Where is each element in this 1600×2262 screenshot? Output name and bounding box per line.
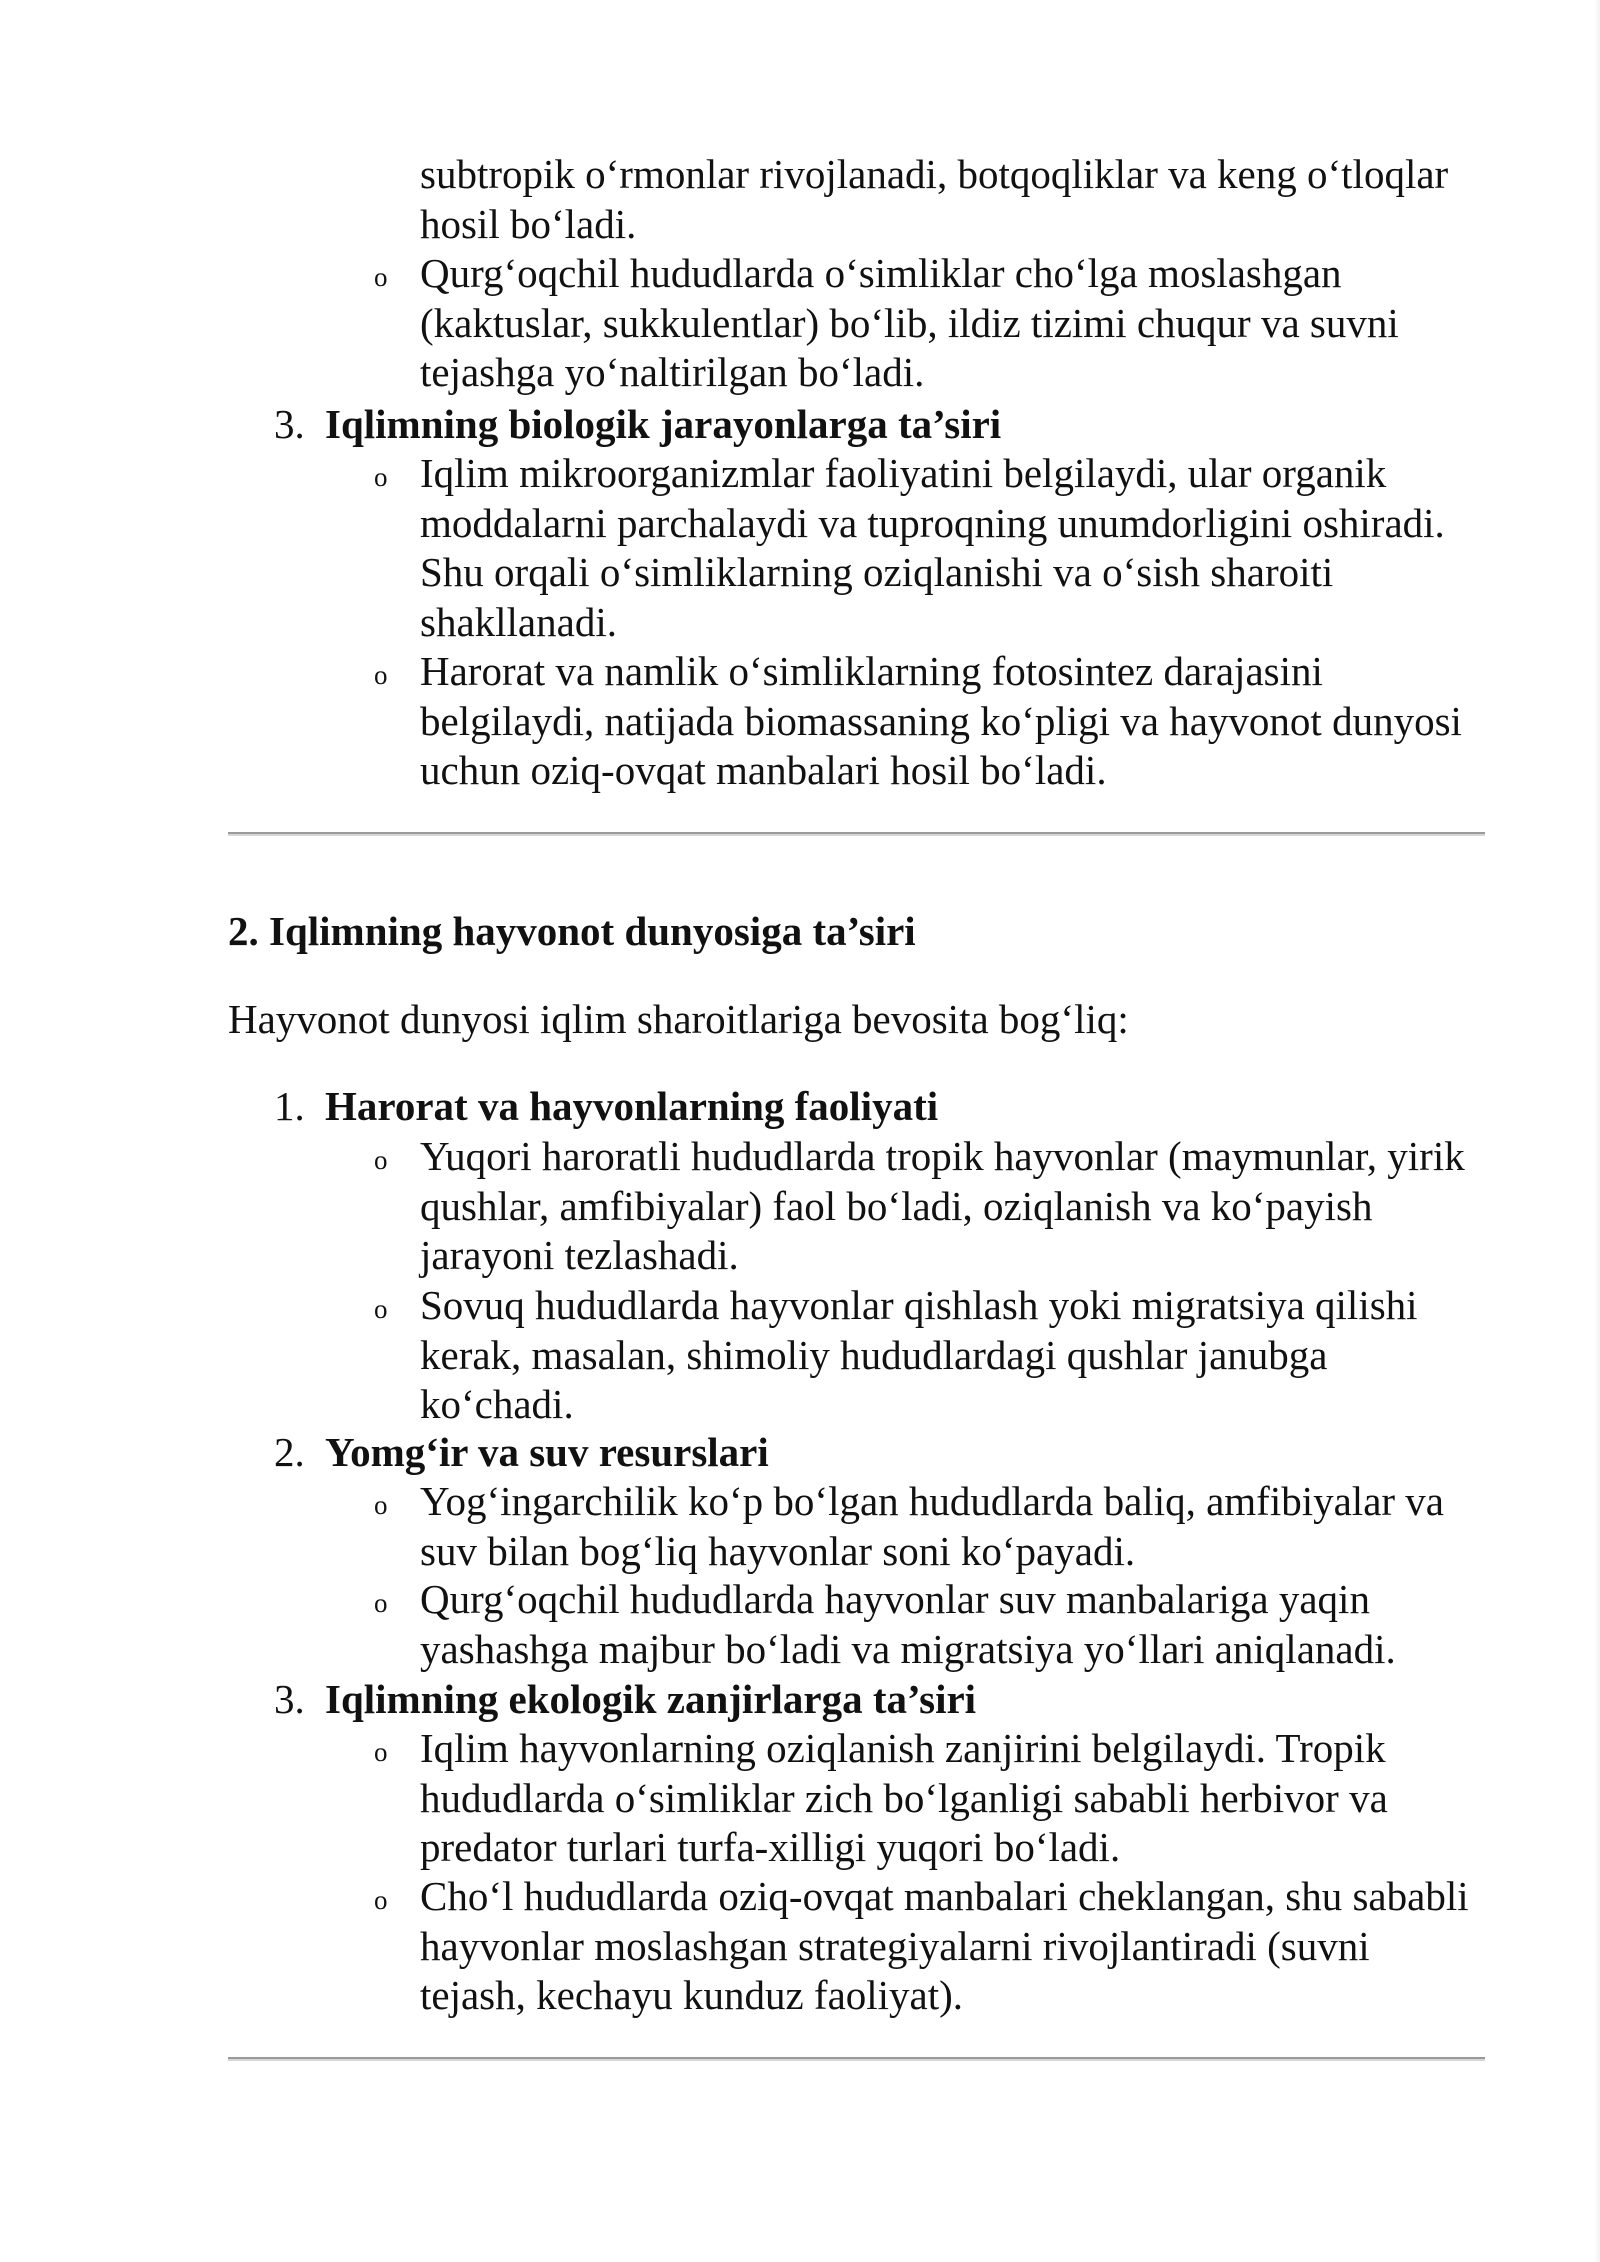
- bullet-marker: o: [374, 1588, 388, 1618]
- list-number: 2.: [274, 1429, 305, 1475]
- list-item: Yog‘ingarchilik ko‘p bo‘lgan hududlarda baliq, amfibiyalar va suv bilan bog‘liq hayvonlar soni ko‘payadi.: [420, 1478, 1444, 1574]
- horizontal-divider: [228, 2057, 1485, 2061]
- list-heading: Iqlimning ekologik zanjirlarga ta’siri: [325, 1676, 977, 1722]
- intro-paragraph: Hayvonot dunyosi iqlim sharoitlariga bevosita bog‘liq:: [228, 996, 1129, 1042]
- list-item: Cho‘l hududlarda oziq-ovqat manbalari cheklangan, shu sababli hayvonlar moslashgan strategiyalarni rivojlantiradi (suvni tejash, kechayu kunduz faoliyat).: [420, 1873, 1469, 2018]
- list-heading: Yomg‘ir va suv resurslari: [325, 1429, 769, 1475]
- bullet-marker: o: [374, 1885, 388, 1915]
- list-item: Harorat va namlik o‘simliklarning fotosintez darajasini belgilaydi, natijada biomassaning ko‘pligi va hayvonot dunyosi uchun oziq-ovqat manbalari hosil bo‘ladi.: [420, 648, 1462, 793]
- horizontal-divider: [228, 832, 1485, 836]
- page-edge-shadow: [1594, 0, 1600, 2262]
- bullet-marker: o: [374, 1145, 388, 1175]
- list-item: Qurg‘oqchil hududlarda hayvonlar suv manbalariga yaqin yashashga majbur bo‘ladi va migratsiya yo‘llari aniqlanadi.: [420, 1576, 1396, 1672]
- list-item: Iqlim hayvonlarning oziqlanish zanjirini belgilaydi. Tropik hududlarda o‘simliklar zich bo‘lganligi sababli herbivor va predator turlari turfa-xilligi yuqori bo‘ladi.: [420, 1725, 1388, 1870]
- list-item: Qurg‘oqchil hududlarda o‘simliklar cho‘lga moslashgan (kaktuslar, sukkulentlar) bo‘lib, ildiz tizimi chuqur va suvni tejashga yo‘naltirilgan bo‘ladi.: [420, 250, 1399, 395]
- bullet-marker: o: [374, 660, 388, 690]
- bullet-marker: o: [374, 1737, 388, 1767]
- bullet-marker: o: [374, 1294, 388, 1324]
- bullet-marker: o: [374, 262, 388, 292]
- list-number: 3.: [274, 1676, 305, 1722]
- list-heading: Harorat va hayvonlarning faoliyati: [325, 1083, 939, 1129]
- bullet-marker: o: [374, 1490, 388, 1520]
- section-heading: 2. Iqlimning hayvonot dunyosiga ta’siri: [228, 908, 916, 954]
- list-number: 1.: [274, 1083, 305, 1129]
- bullet-marker: o: [374, 462, 388, 492]
- list-item: Iqlim mikroorganizmlar faoliyatini belgilaydi, ular organik moddalarni parchalaydi va tuproqning unumdorligini oshiradi. Shu orqali o‘simliklarning oziqlanishi va o‘sish sharoiti shakllanadi.: [420, 450, 1445, 645]
- list-item: Sovuq hududlarda hayvonlar qishlash yoki migratsiya qilishi kerak, masalan, shimoliy hududlardagi qushlar janubga ko‘chadi.: [420, 1282, 1418, 1427]
- list-item: Yuqori haroratli hududlarda tropik hayvonlar (maymunlar, yirik qushlar, amfibiyalar) faol bo‘ladi, oziqlanish va ko‘payish jarayoni tezlashadi.: [420, 1133, 1465, 1278]
- list-heading: Iqlimning biologik jarayonlarga ta’siri: [325, 401, 1002, 447]
- continuation-paragraph: subtropik o‘rmonlar rivojlanadi, botqoqliklar va keng o‘tloqlar hosil bo‘ladi.: [420, 151, 1449, 247]
- list-number: 3.: [274, 401, 305, 447]
